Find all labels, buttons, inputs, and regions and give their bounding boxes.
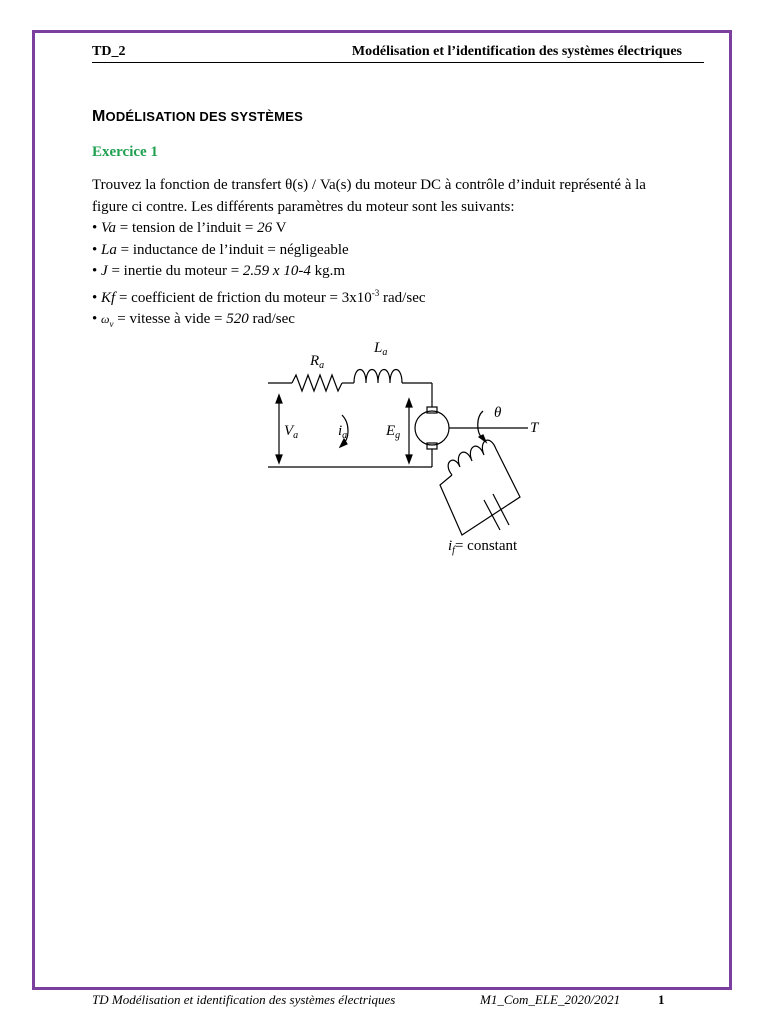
bullet: • xyxy=(92,263,98,279)
param-value: 520 xyxy=(226,311,249,327)
torque-label: T xyxy=(530,420,539,436)
exercise-intro xyxy=(92,174,692,218)
field-coil-symbol xyxy=(440,440,520,535)
eg-arrow xyxy=(406,399,412,463)
param-text: = tension de l’induit = xyxy=(116,220,258,236)
param-value: 2.59 x 10-4 xyxy=(242,263,311,279)
param-symbol: J xyxy=(101,263,108,279)
param-text: = inductance de l’induit = négligeable xyxy=(116,241,349,258)
section-title xyxy=(92,108,303,126)
bullet: • xyxy=(92,220,98,236)
header-left: TD_2 xyxy=(92,44,126,59)
dc-motor-diagram xyxy=(262,335,562,565)
eg-label: $E_g$ xyxy=(386,423,401,441)
param-la xyxy=(92,240,426,262)
bullet: • xyxy=(92,241,98,258)
intro-line-1: Trouvez la fonction de transfert θ(s) / Va(s) du moteur DC à contrôle d’induit représenté à la xyxy=(92,177,646,193)
param-symbol: Kf xyxy=(101,289,116,306)
param-symbol: La xyxy=(101,241,117,258)
resistor-symbol xyxy=(292,375,342,391)
la-label: $L_a$ xyxy=(374,340,388,358)
param-unit: rad/sec xyxy=(248,311,295,327)
param-symbol-sub: v xyxy=(109,319,114,329)
header-right: Modélisation et l’identification des systèmes électriques xyxy=(351,44,682,59)
param-va xyxy=(92,218,426,240)
parameter-list xyxy=(92,218,426,336)
param-text: = inertie du moteur = xyxy=(107,263,243,279)
param-j xyxy=(92,261,426,283)
va-arrow xyxy=(276,395,282,463)
bullet: • xyxy=(92,311,98,327)
intro-line-2: figure ci contre. Les différents paramètres du moteur sont les suivants: xyxy=(92,199,515,215)
param-symbol: ω xyxy=(101,312,110,326)
theta-label: θ xyxy=(494,405,502,421)
param-kf xyxy=(92,283,426,310)
param-text: = vitesse à vide = xyxy=(113,311,227,327)
param-value: 26 xyxy=(257,220,273,236)
param-unit: V xyxy=(272,220,287,236)
motor-symbol xyxy=(415,407,528,449)
param-unit: rad/sec xyxy=(379,289,426,306)
ra-label: $R_a$ xyxy=(310,353,325,371)
bullet: • xyxy=(92,289,98,306)
va-label: $V_a$ xyxy=(284,423,299,441)
footer-left: TD Modélisation et identification des systèmes électriques xyxy=(92,992,396,1007)
section-title-rest: ODÉLISATION DES SYSTÈMES xyxy=(105,109,303,124)
page-header xyxy=(92,42,704,63)
footer-middle: M1_Com_ELE_2020/2021 xyxy=(480,992,621,1007)
inductor-symbol xyxy=(354,370,402,384)
if-label: $i_f=$ constant xyxy=(448,538,518,556)
exercise-title: Exercice 1 xyxy=(92,144,158,160)
page-number: 1 xyxy=(658,992,665,1007)
section-title-initial: M xyxy=(92,108,106,125)
param-text: = coefficient de friction du moteur = 3x10 xyxy=(115,289,372,306)
param-symbol: Va xyxy=(101,220,117,236)
param-wv xyxy=(92,309,426,336)
ia-label: $i_a$ xyxy=(338,423,348,441)
param-unit: kg.m xyxy=(310,263,345,279)
param-exponent: -3 xyxy=(371,287,380,298)
